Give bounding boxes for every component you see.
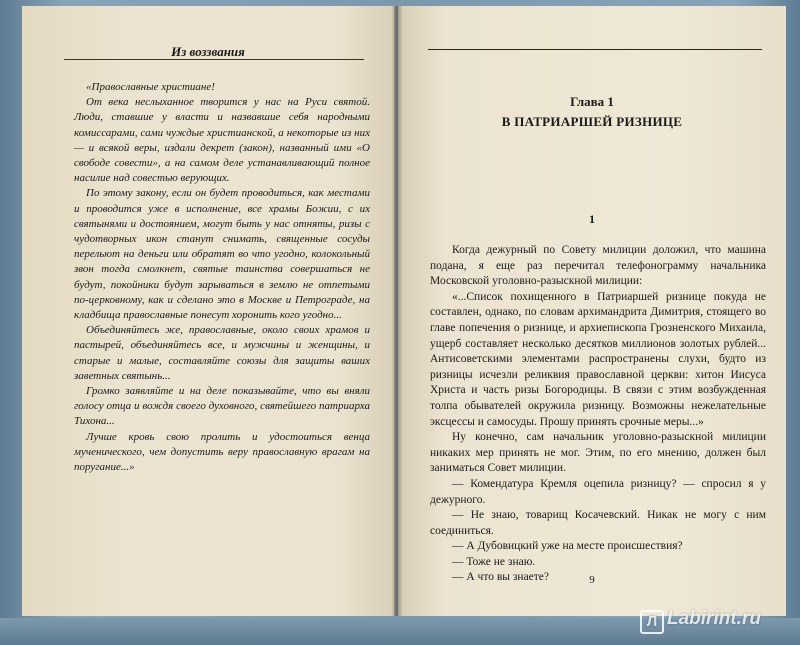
letter-paragraph: Громко заявляйте и на деле показывайте, что вы вняли голосу отца и вождя своего духовного, святейшего патриарха Тихона... [74,385,370,428]
body-paragraph: Ну конечно, сам начальник уголовно-разыскной милиции никаких мер принять не мог. Этим, по его мнению, должен был заниматься Совет милиции. [430,431,766,475]
body-paragraph: — Комендатура Кремля оцепила ризницу? — спросил я у дежурного. [430,477,766,506]
letter-paragraph: По этому закону, если он будет проводиться, как местами и проводится уже в исполнение, все храмы Божии, с их святынями и достоянием, могут быть у нас отняты, ризы с чудотворных икон станут снимать, священные сосуды перельют на деньги или обратят во что угодно, колокольный звон тогда смолкнет, святые таинства совершаться не будут, покойники будут зарываться в землю не отпетыми по-церковному, как и сделано это в Москве и Петрограде, на кладбища православные понесут хоронить кого угодно... [74,187,370,322]
body-paragraph: «...Список похищенного в Патриаршей ризнице покуда не составлен, однако, по словам архимандрита Димитрия, стоящего во главе попечения о ризнице, и архиепископа Грозненского Михаила, ущерб составляет несколько десятков миллионов золотых рублей... Антисоветскими элементами распространены слухи, будто из ризницы исчезли реликвия православной церкви: хитон Иисуса Христа и часть ризы Богородицы. В связи с этим возбужденная толпа обывателей окружила ризницу. Возможны нежелательные эксцессы и самосуды. Прошу принять срочные меры...» [430,290,766,428]
chapter-body [430,243,766,586]
labirint-logo-icon: Л [640,610,664,634]
letter-paragraph: Лучше кровь свою пролить и удостоиться венца мученического, чем допустить веру православную врагам на поругание...» [74,430,370,474]
header-rule [64,59,364,60]
left-page [22,6,395,616]
right-page [398,6,786,616]
letter-paragraph: От века неслыханное творится у нас на Руси святой. Люди, ставшие у власти и назвавшие себя народными комиссарами, сами чуждые христианской, а некоторые из них — и всякой веры, издали декрет (закон), названный ими «О свободе совести», а на самом деле устанавливающий полное насилие над совестью верующих. [74,96,370,185]
body-paragraph: — Тоже не знаю. [452,555,536,568]
left-page-header: Из воззвания [171,44,245,59]
body-paragraph: — Не знаю, товарищ Косачевский. Никак не могу с ним соединиться. [430,509,766,537]
labirint-watermark [640,608,761,634]
page-number: 9 [589,574,595,586]
book-gutter [392,6,402,616]
chapter-label: Глава 1 [570,94,614,109]
letter-paragraph: Объединяйтесь же, православные, около своих храмов и пастырей, объединяйтесь все, и мужчины и женщины, и старые и малые, составляйте союзы для защиты ваших заветных святынь... [74,324,370,382]
chapter-title: В ПАТРИАРШЕЙ РИЗНИЦЕ [501,114,683,129]
letter-paragraph: «Православные христиане! [86,81,215,93]
body-paragraph: — А Дубовицкий уже на месте происшествия? [452,540,683,553]
section-number: 1 [589,212,595,226]
watermark-text: Labirint.ru [667,608,761,629]
proclamation-text [74,80,370,475]
top-rule [428,49,762,50]
body-paragraph: Когда дежурный по Совету милиции доложил, что машина подана, я еще раз перечитал телефонограмму начальника Московской уголовно-разыскной милиции: [430,244,766,288]
body-paragraph: — А что вы знаете? [452,571,550,584]
